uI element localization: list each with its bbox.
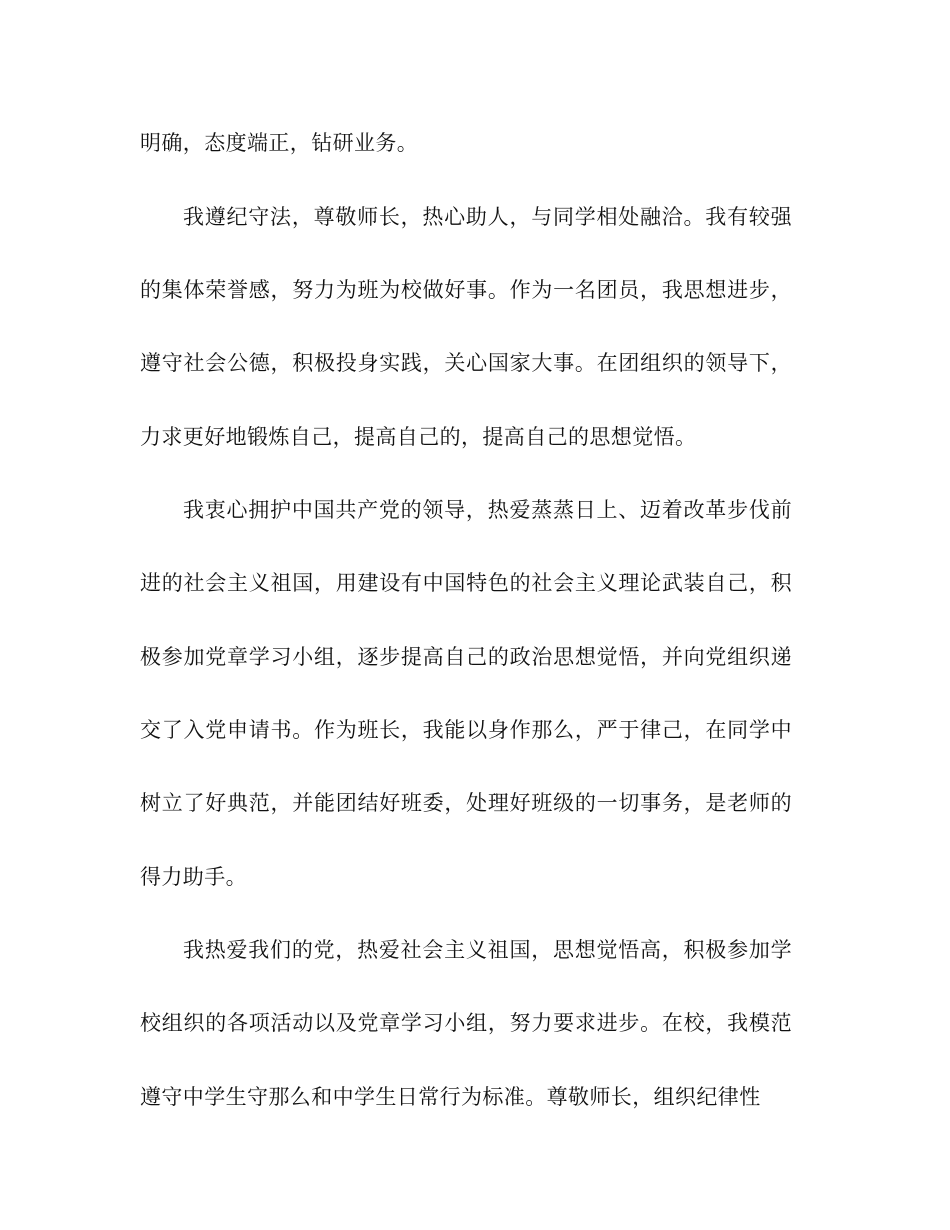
text-line: 遵守社会公德，积极投身实践，关心国家大事。在团组织的领导下， [140, 351, 792, 375]
text-line: 得力助手。 [140, 865, 247, 889]
paragraph-first-line: 我遵纪守法，尊敬师长，热心助人，与同学相处融洽。我有较强 [183, 205, 792, 229]
paragraph-first-line: 我热爱我们的党，热爱社会主义祖国，思想觉悟高，积极参加学 [183, 938, 792, 962]
text-line: 明确，态度端正，钻研业务。 [140, 131, 419, 155]
text-line: 交了入党申请书。作为班长，我能以身作那么，严于律己，在同学中 [140, 718, 792, 742]
text-line: 校组织的各项活动以及党章学习小组，努力要求进步。在校，我模范 [140, 1011, 792, 1035]
text-line: 树立了好典范，并能团结好班委，处理好班级的一切事务，是老师的 [140, 791, 792, 815]
text-line: 遵守中学生守那么和中学生日常行为标准。尊敬师长，组织纪律性 [140, 1085, 761, 1109]
paragraph-first-line: 我衷心拥护中国共产党的领导，热爱蒸蒸日上、迈着改革步伐前 [183, 498, 792, 522]
text-line: 进的社会主义祖国，用建设有中国特色的社会主义理论武装自己，积 [140, 571, 792, 595]
text-line: 力求更好地锻炼自己，提高自己的，提高自己的思想觉悟。 [140, 425, 697, 449]
text-line: 极参加党章学习小组，逐步提高自己的政治思想觉悟，并向党组织递 [140, 645, 792, 669]
text-line: 的集体荣誉感，努力为班为校做好事。作为一名团员，我思想进步， [140, 278, 792, 302]
